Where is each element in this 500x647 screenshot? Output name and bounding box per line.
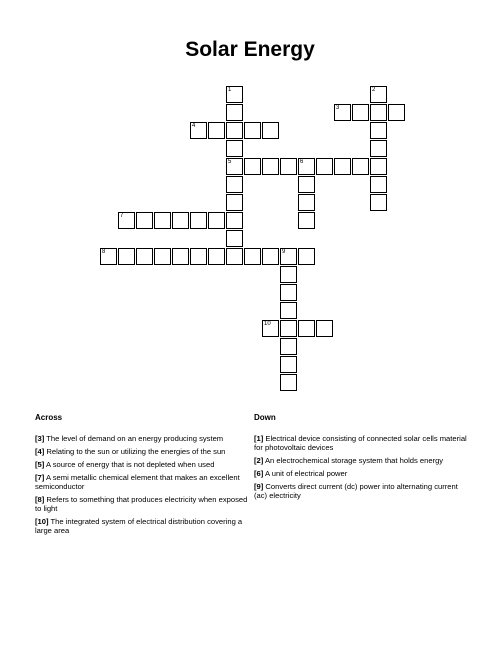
clue-text: The level of demand on an energy producing system	[46, 434, 224, 443]
clue-number: [7]	[35, 473, 45, 482]
grid-cell[interactable]	[226, 86, 243, 103]
clue-text: An electrochemical storage system that holds energy	[264, 456, 444, 465]
grid-cell[interactable]	[370, 140, 387, 157]
grid-cell[interactable]	[298, 158, 315, 175]
clue-text: A semi metallic chemical element that makes an excellent semiconductor	[35, 473, 240, 491]
grid-cell[interactable]	[226, 158, 243, 175]
grid-cell[interactable]	[262, 248, 279, 265]
grid-cell[interactable]	[172, 212, 189, 229]
clue-text: Refers to something that produces electricity when exposed to light	[35, 495, 248, 513]
across-clues	[35, 413, 250, 539]
cell-number: 10	[264, 321, 271, 327]
clue-number: [8]	[35, 495, 45, 504]
grid-cell[interactable]	[190, 248, 207, 265]
grid-cell[interactable]	[316, 320, 333, 337]
cell-number: 5	[228, 159, 232, 165]
grid-cell[interactable]	[370, 194, 387, 211]
clue-across-7	[35, 473, 250, 491]
grid-cell[interactable]	[370, 158, 387, 175]
cell-number: 1	[228, 87, 232, 93]
cell-number: 8	[102, 249, 106, 255]
clue-across-10	[35, 517, 250, 535]
grid-cell[interactable]	[154, 248, 171, 265]
grid-cell[interactable]	[190, 212, 207, 229]
grid-cell[interactable]	[280, 266, 297, 283]
grid-cell[interactable]	[226, 230, 243, 247]
clue-text: A unit of electrical power	[264, 469, 348, 478]
grid-cell[interactable]	[190, 122, 207, 139]
grid-cell[interactable]	[226, 140, 243, 157]
grid-cell[interactable]	[280, 302, 297, 319]
clue-across-8	[35, 495, 250, 513]
grid-cell[interactable]	[298, 194, 315, 211]
grid-cell[interactable]	[388, 104, 405, 121]
grid-cell[interactable]	[136, 212, 153, 229]
grid-cell[interactable]	[280, 356, 297, 373]
across-heading: Across	[35, 413, 63, 422]
grid-cell[interactable]	[370, 104, 387, 121]
grid-cell[interactable]	[334, 104, 351, 121]
grid-cell[interactable]	[352, 158, 369, 175]
clue-text: The integrated system of electrical distribution covering a large area	[35, 517, 243, 535]
clue-across-5	[35, 460, 250, 469]
cell-number: 7	[120, 213, 124, 219]
grid-cell[interactable]	[280, 374, 297, 391]
grid-cell[interactable]	[280, 158, 297, 175]
clue-number: [9]	[254, 482, 264, 491]
cell-number: 6	[300, 159, 304, 165]
cell-number: 9	[282, 249, 286, 255]
grid-cell[interactable]	[352, 104, 369, 121]
grid-cell[interactable]	[118, 212, 135, 229]
grid-cell[interactable]	[244, 248, 261, 265]
grid-cell[interactable]	[136, 248, 153, 265]
grid-cell[interactable]	[262, 320, 279, 337]
grid-cell[interactable]	[226, 176, 243, 193]
clue-text: A source of energy that is not depleted when used	[45, 460, 215, 469]
grid-cell[interactable]	[226, 212, 243, 229]
clue-number: [6]	[254, 469, 264, 478]
grid-cell[interactable]	[244, 122, 261, 139]
clue-text: Converts direct current (dc) power into alternating current (ac) electricity	[254, 482, 458, 500]
grid-cell[interactable]	[280, 284, 297, 301]
grid-cell[interactable]	[298, 248, 315, 265]
clue-number: [10]	[35, 517, 49, 526]
clue-text: Relating to the sun or utilizing the energies of the sun	[46, 447, 226, 456]
grid-cell[interactable]	[298, 320, 315, 337]
clue-across-3	[35, 434, 250, 443]
grid-cell[interactable]	[226, 104, 243, 121]
clue-number: [5]	[35, 460, 45, 469]
grid-cell[interactable]	[262, 158, 279, 175]
grid-cell[interactable]	[334, 158, 351, 175]
clue-number: [3]	[35, 434, 45, 443]
clue-across-4	[35, 447, 250, 456]
grid-cell[interactable]	[118, 248, 135, 265]
grid-cell[interactable]	[172, 248, 189, 265]
grid-cell[interactable]	[100, 248, 117, 265]
clue-down-6	[254, 469, 469, 478]
grid-cell[interactable]	[154, 212, 171, 229]
grid-cell[interactable]	[298, 176, 315, 193]
grid-cell[interactable]	[226, 122, 243, 139]
grid-cell[interactable]	[298, 212, 315, 229]
grid-cell[interactable]	[370, 122, 387, 139]
grid-cell[interactable]	[370, 86, 387, 103]
down-heading: Down	[254, 413, 276, 422]
clue-text: Electrical device consisting of connected solar cells material for photovoltaic devices	[254, 434, 467, 452]
grid-cell[interactable]	[316, 158, 333, 175]
grid-cell[interactable]	[226, 248, 243, 265]
page-title: Solar Energy	[185, 38, 315, 61]
clue-down-1	[254, 434, 469, 452]
clue-number: [2]	[254, 456, 264, 465]
clue-down-2	[254, 456, 469, 465]
cell-number: 2	[372, 87, 376, 93]
grid-cell[interactable]	[208, 122, 225, 139]
grid-cell[interactable]	[208, 212, 225, 229]
grid-cell[interactable]	[208, 248, 225, 265]
clue-number: [1]	[254, 434, 264, 443]
grid-cell[interactable]	[280, 320, 297, 337]
clue-down-9	[254, 482, 469, 500]
grid-cell[interactable]	[280, 248, 297, 265]
grid-cell[interactable]	[226, 194, 243, 211]
grid-cell[interactable]	[370, 176, 387, 193]
cell-number: 3	[336, 105, 340, 111]
clue-number: [4]	[35, 447, 45, 456]
grid-cell[interactable]	[262, 122, 279, 139]
down-clues	[254, 413, 469, 504]
cell-number: 4	[192, 123, 196, 129]
grid-cell[interactable]	[280, 338, 297, 355]
grid-cell[interactable]	[244, 158, 261, 175]
